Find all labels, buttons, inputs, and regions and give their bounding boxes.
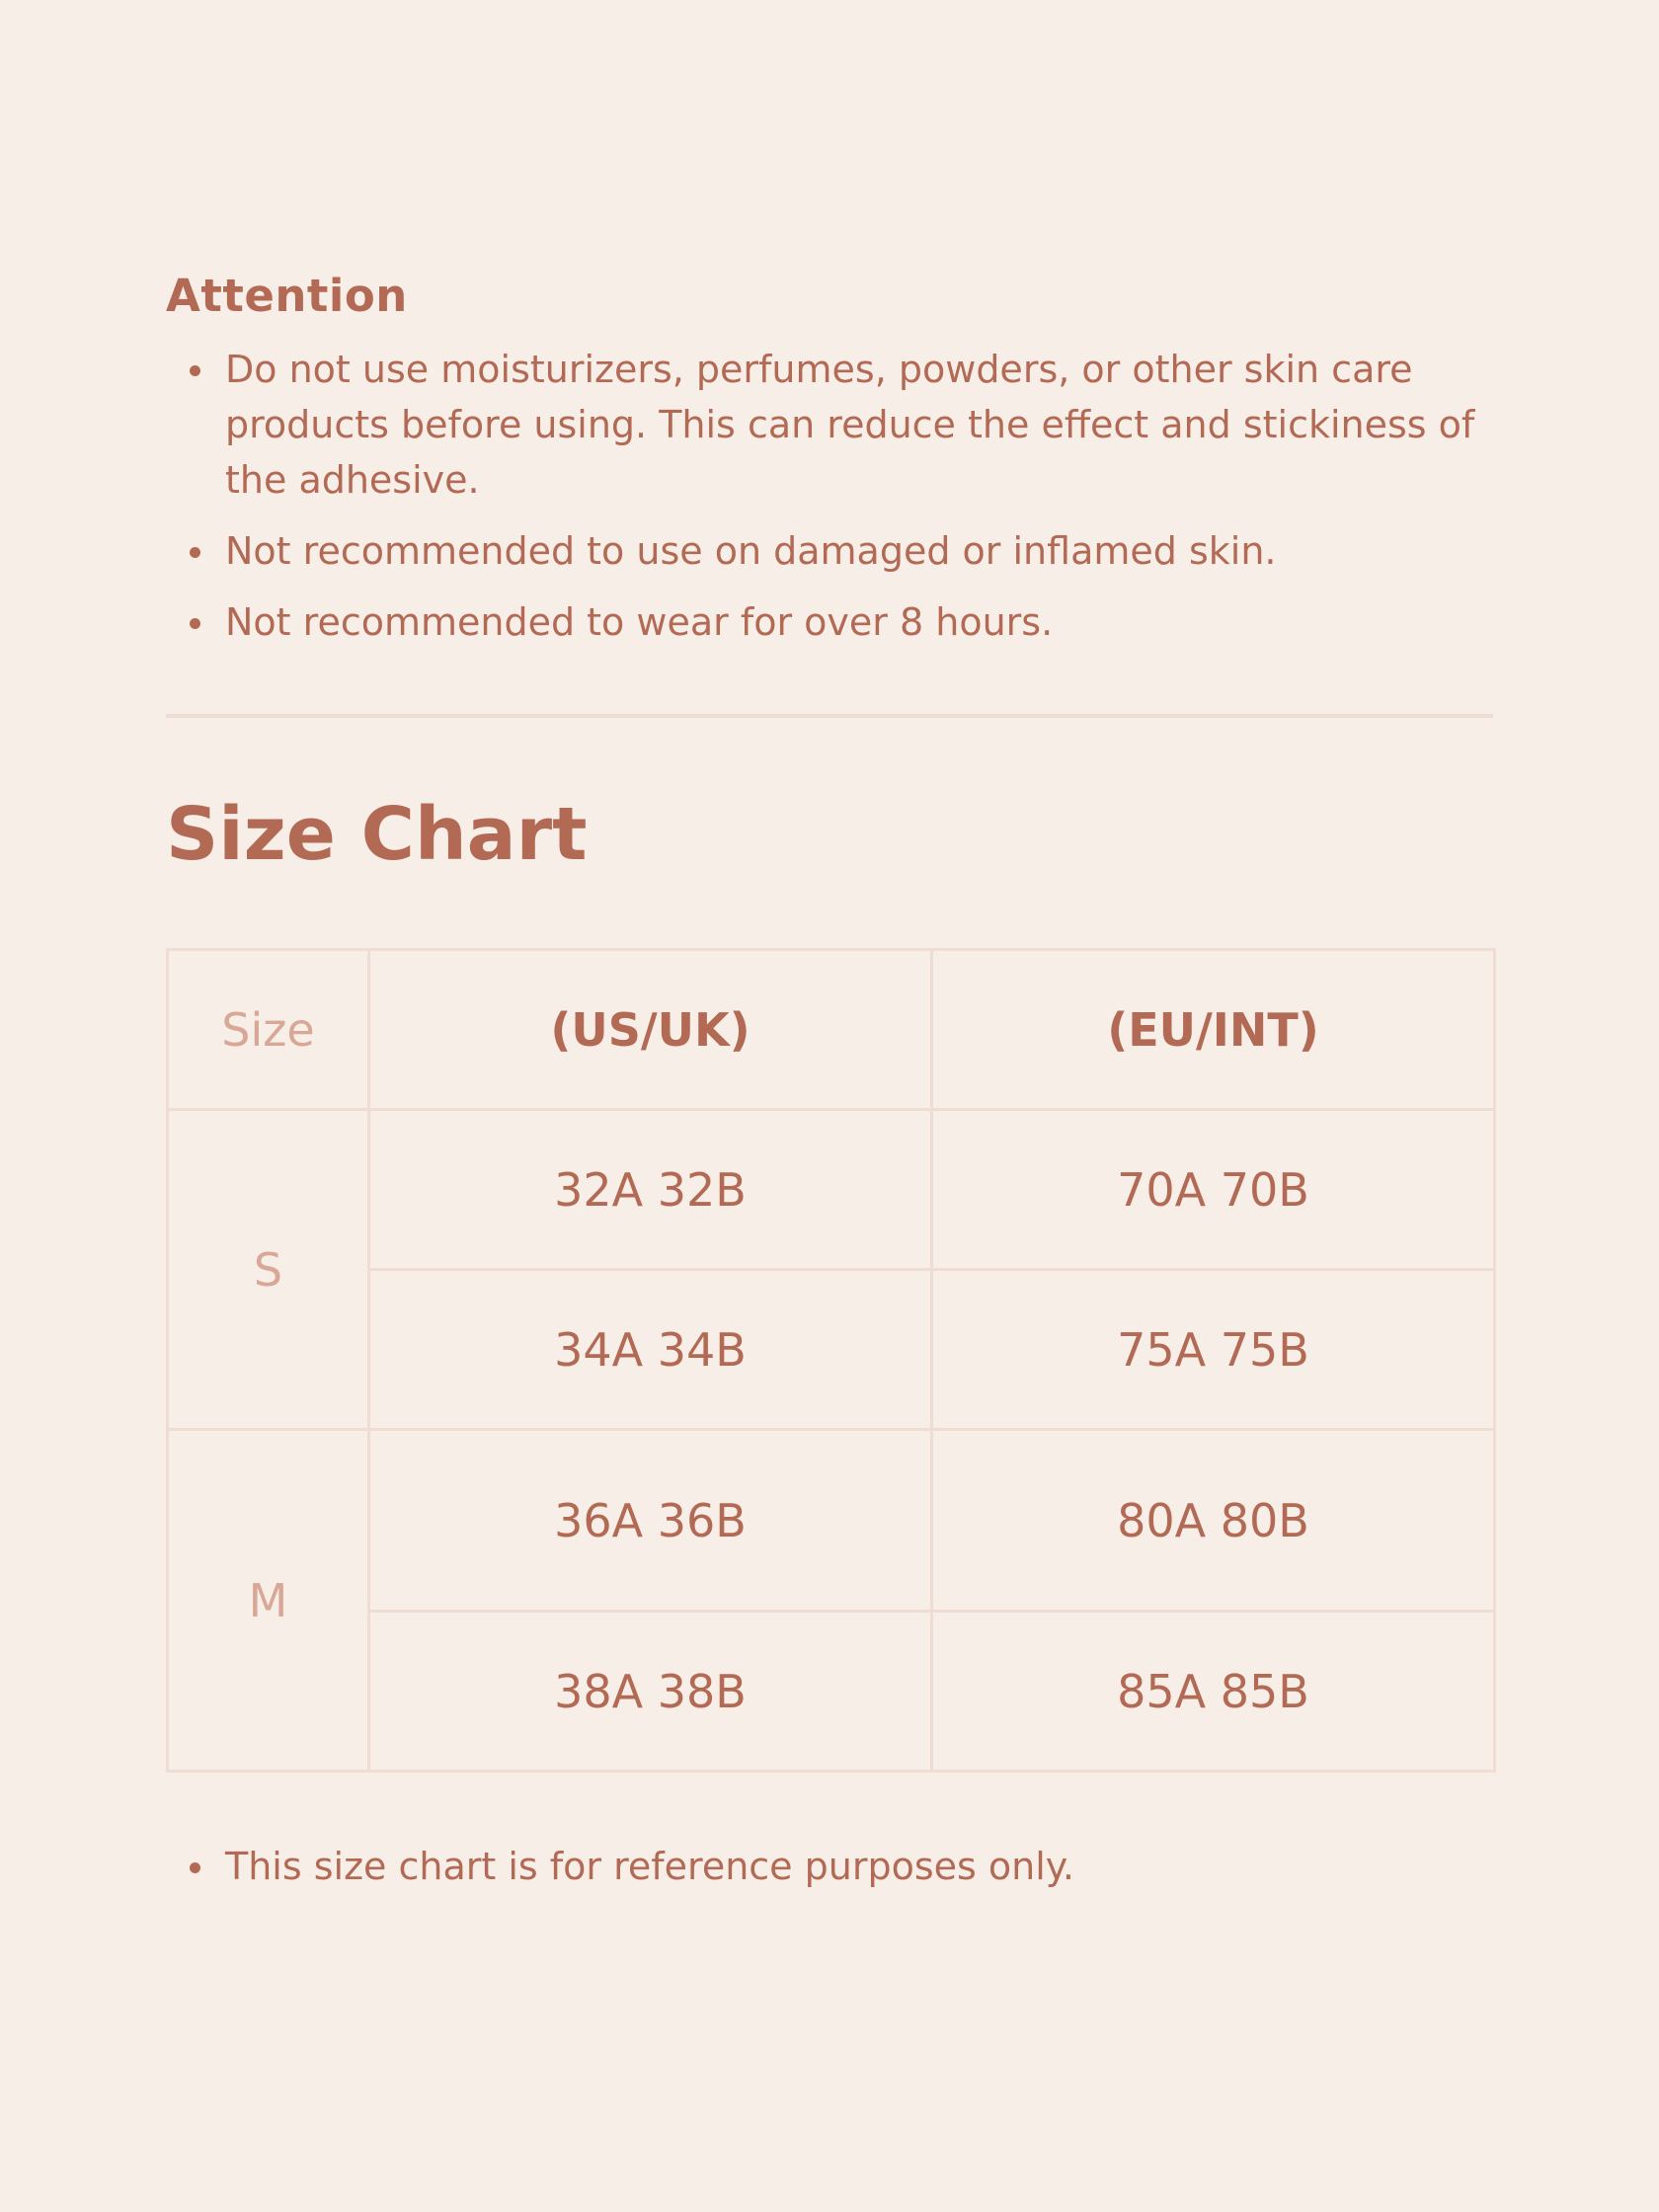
- us-uk-cell: 32A 32B: [369, 1110, 932, 1270]
- attention-item: [225, 342, 1489, 508]
- attention-list: [166, 342, 1489, 666]
- eu-int-cell: 80A 80B: [932, 1430, 1495, 1612]
- header-eu-int: (EU/INT): [932, 950, 1495, 1110]
- header-us-uk: (US/UK): [369, 950, 932, 1110]
- eu-int-cell: 75A 75B: [932, 1270, 1495, 1430]
- attention-item: [225, 523, 1489, 579]
- bullet-icon: [190, 618, 200, 629]
- attention-item-text: Not recommended to use on damaged or inflamed skin.: [225, 529, 1277, 573]
- bullet-icon: [190, 547, 200, 558]
- table-row: [168, 1110, 1495, 1270]
- section-divider: [166, 714, 1493, 718]
- attention-item-text: Not recommended to wear for over 8 hours.: [225, 600, 1054, 644]
- eu-int-cell: 85A 85B: [932, 1612, 1495, 1772]
- size-chart-table: [166, 948, 1496, 1773]
- attention-item: [225, 594, 1489, 650]
- size-cell: M: [168, 1430, 369, 1772]
- bullet-icon: [190, 365, 200, 376]
- us-uk-cell: 34A 34B: [369, 1270, 932, 1430]
- table-row: [168, 1430, 1495, 1612]
- size-chart-title: Size Chart: [166, 792, 588, 877]
- attention-item-text: Do not use moisturizers, perfumes, powders, or other skin care products before using. This can reduce the effect and stickiness of the adhesive.: [225, 348, 1475, 502]
- table-header-row: [168, 950, 1495, 1110]
- footnote-text: This size chart is for reference purposes only.: [225, 1845, 1074, 1888]
- bullet-icon: [190, 1862, 200, 1873]
- size-cell: S: [168, 1110, 369, 1430]
- attention-title: Attention: [166, 270, 408, 322]
- size-chart-footnote: [225, 1839, 1074, 1894]
- us-uk-cell: 38A 38B: [369, 1612, 932, 1772]
- header-size: Size: [168, 950, 369, 1110]
- us-uk-cell: 36A 36B: [369, 1430, 932, 1612]
- eu-int-cell: 70A 70B: [932, 1110, 1495, 1270]
